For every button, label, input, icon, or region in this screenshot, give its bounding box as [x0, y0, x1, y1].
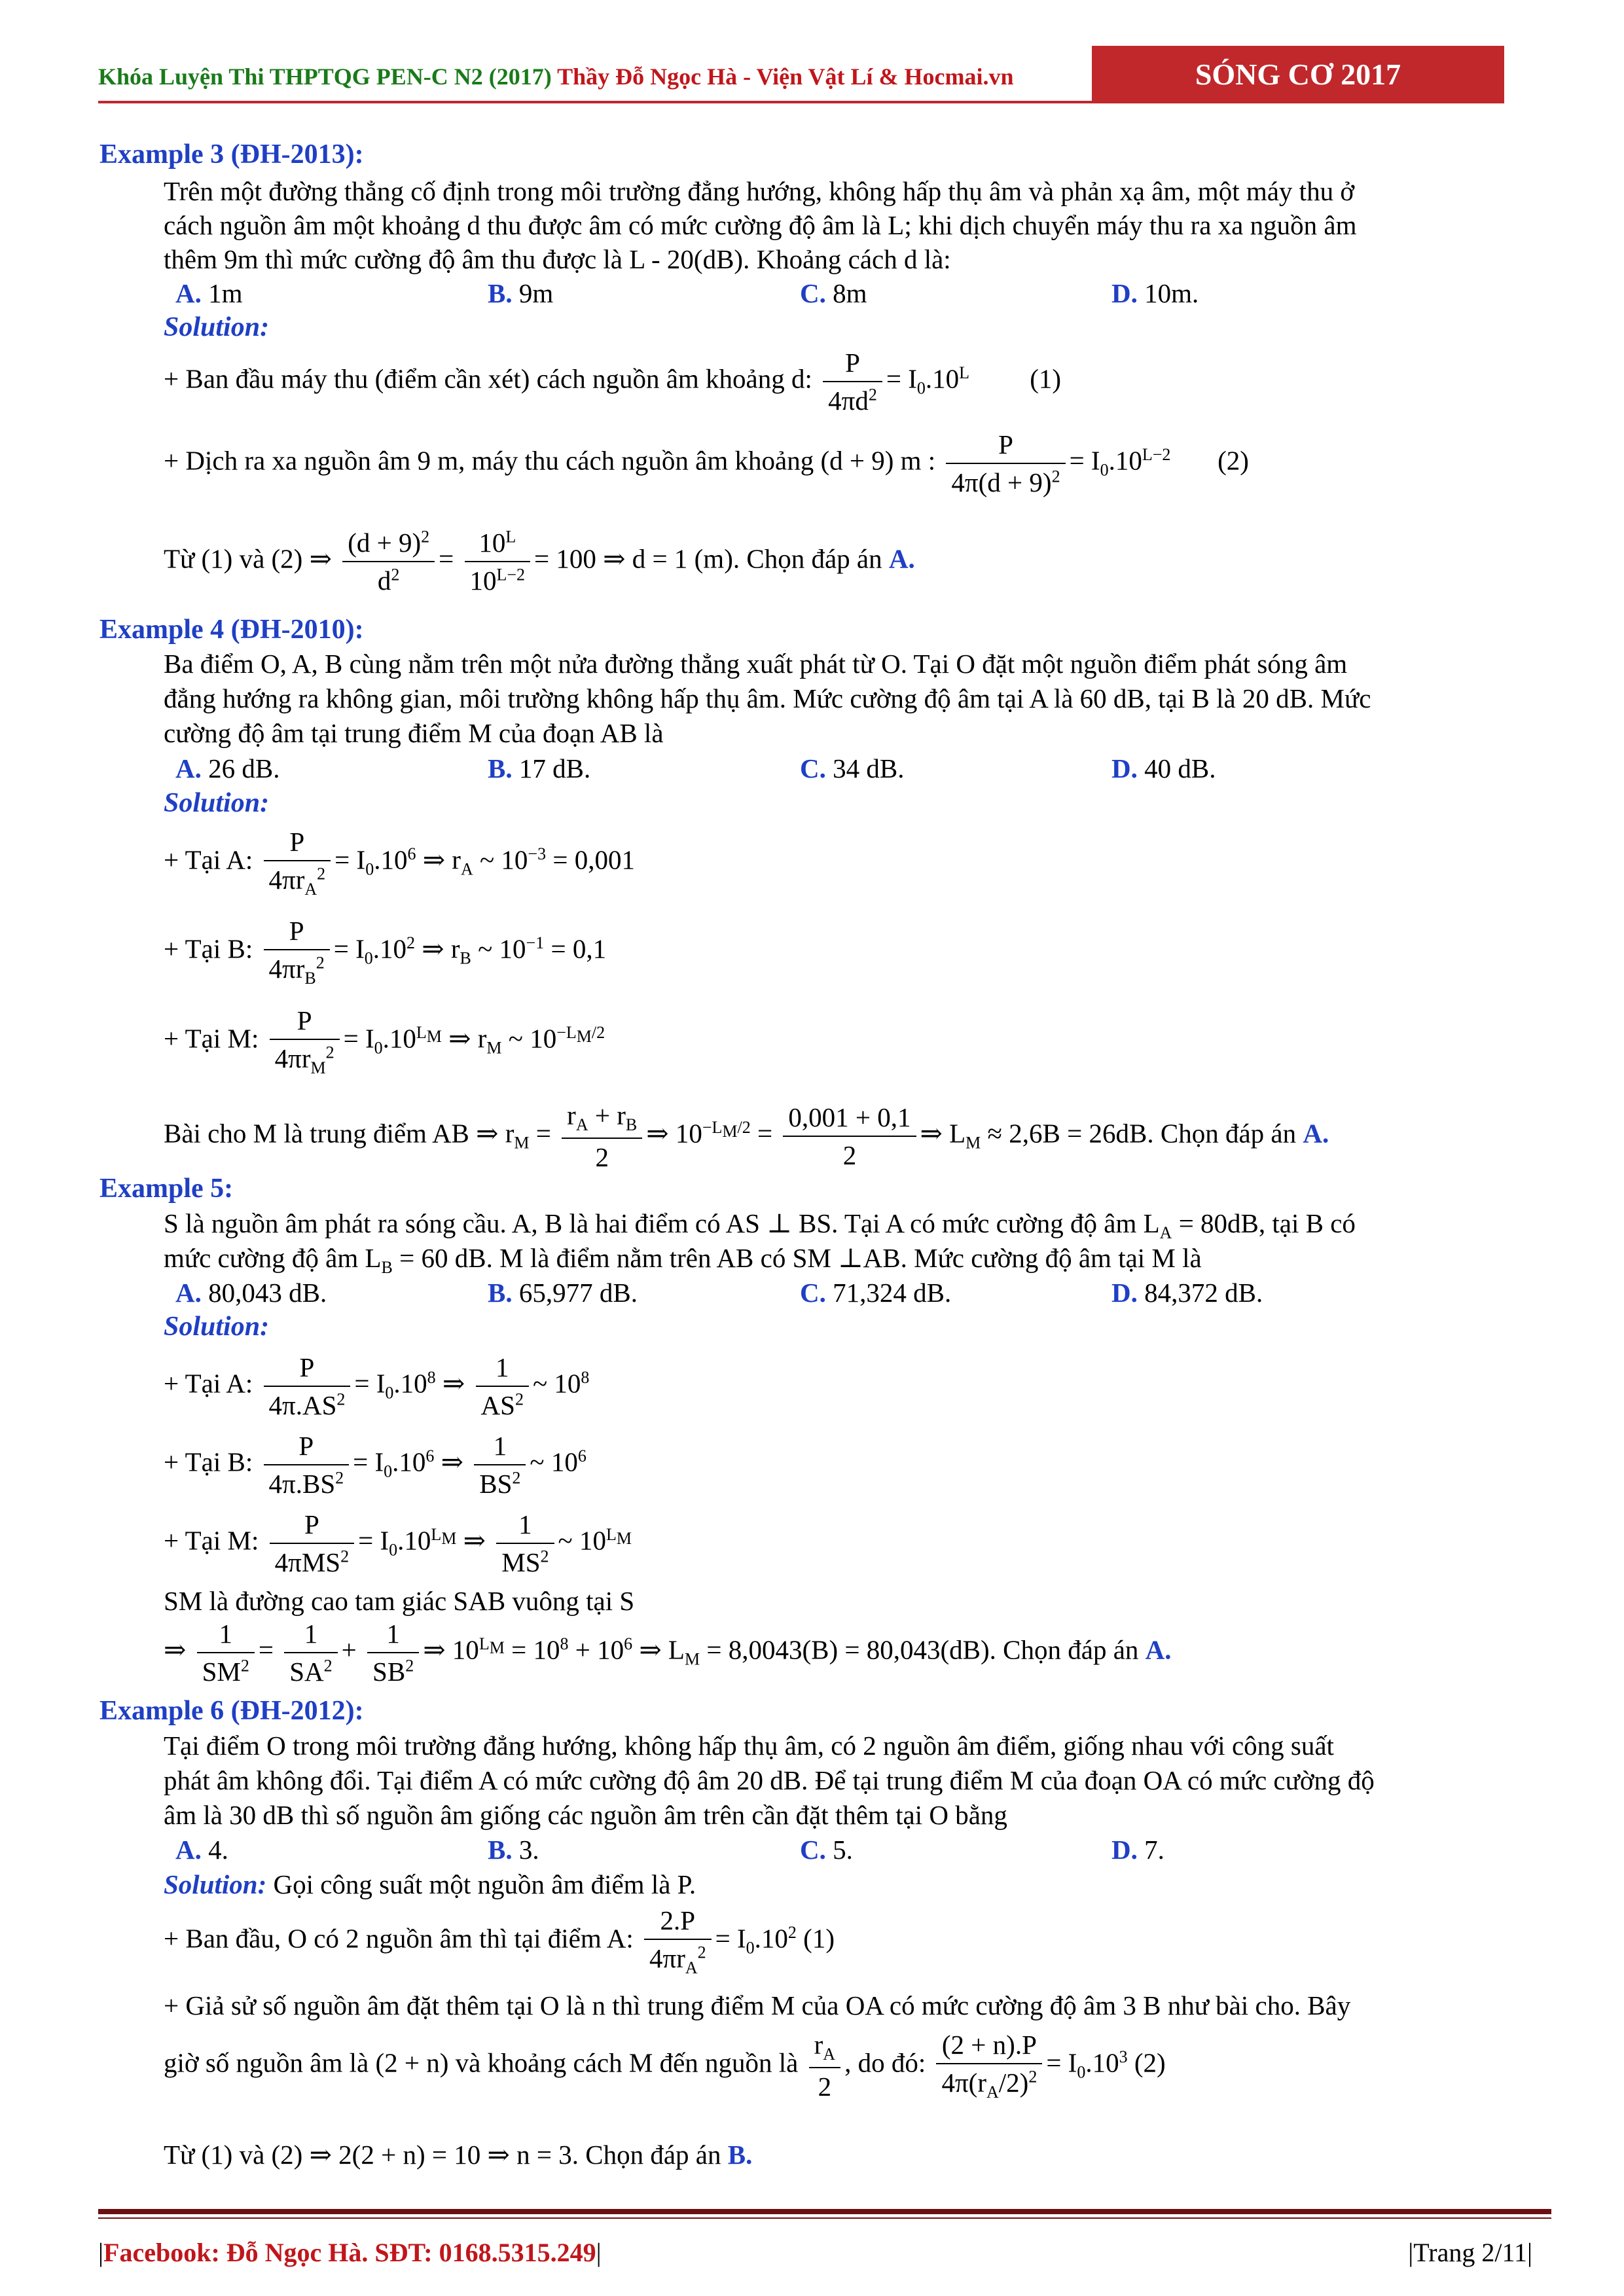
teacher-name: Thầy Đỗ Ngọc Hà: [557, 63, 738, 90]
institute-name: - Viện Vật Lí & Hocmai.vn: [743, 63, 1014, 90]
equation-m: + Tại M: $\frac{P}{4\pi r_M^2}$ = $I_0.10^{L_M}$ ⇒ $r_M$ ~ $10^{-L_M/2}$: [164, 1005, 605, 1078]
header-rule: [98, 101, 1504, 103]
course-name: Khóa Luyện Thi THPTQG PEN-C N2 (2017): [98, 63, 552, 90]
example-4-title: Example 4 (ĐH-2010):: [99, 615, 364, 645]
footer-rule-thin: [98, 2217, 1551, 2219]
example-4-question-line: Ba điểm O, A, B cùng nằm trên một nửa đường thẳng xuất phát từ O. Tại O đặt một nguồn điểm phát sóng âm: [164, 649, 1348, 679]
option-c: C. 71,324 dB.: [800, 1278, 952, 1308]
equation-1: + Ban đầu, O có 2 nguồn âm thì tại điểm A: $\frac{2.P}{4\pi r_A^2}$ = $I_0.10^2$ (1): [164, 1905, 835, 1978]
example-4-question-line: đẳng hướng ra không gian, môi trường không hấp thụ âm. Mức cường độ âm tại A là 60 dB, tại B là 20 dB. Mức: [164, 683, 1371, 713]
footer-page-number: |Trang 2/11|: [1408, 2238, 1532, 2267]
equation-result: Bài cho M là trung điểm AB ⇒ $r_M$ = $\frac{r_A + r_B}{2}$ ⇒ $10^{-L_M/2}$ = $\frac{0,001 + 0,1}{2}$ ⇒ $L_M \approx 2,6B = 26dB$. Chọn đáp án A.: [164, 1100, 1329, 1173]
equation-1: + Ban đầu máy thu (điểm cần xét) cách nguồn âm khoảng d: $\frac{P}{4\pi d^2}$ = $I_0.10^L$ (1): [164, 348, 1062, 416]
equation-b: + Tại B: $\frac{P}{4\pi.BS^2}$ = $I_0.10^6$ ⇒ $\frac{1}{BS^2}$ ~ $10^6$: [164, 1431, 586, 1499]
equation-result: Từ (1) và (2) ⇒ 2(2 + n) = 10 ⇒ n = 3. Chọn đáp án B.: [164, 2140, 753, 2170]
option-d: D. 40 dB.: [1111, 753, 1216, 783]
option-d: D. 84,372 dB.: [1111, 1278, 1263, 1308]
example-6-title: Example 6 (ĐH-2012):: [99, 1696, 364, 1726]
equation-3: Từ (1) và (2) ⇒ $\frac{(d + 9)^2}{d^2}$ = $\frac{10^L}{10^{L-2}}$ = 100 ⇒ d = 1 (m). Chọn đáp án A.: [164, 527, 915, 596]
example-6-question-line: âm là 30 dB thì số nguồn âm giống các nguồn âm trên cần đặt thêm tại O bằng: [164, 1800, 1007, 1830]
header-course-title: [98, 63, 1014, 90]
option-d: D. 7.: [1111, 1835, 1164, 1865]
equation-2: + Dịch ra xa nguồn âm 9 m, máy thu cách nguồn âm khoảng (d + 9) m : $\frac{P}{4\pi(d + 9)^2}$ = $I_0.10^{L-2}$ (2): [164, 429, 1249, 497]
equation-b: + Tại B: $\frac{P}{4\pi r_B^2}$ = $I_0.10^2$ ⇒ $r_B$ ~ $10^{-1} = 0,1$: [164, 916, 607, 988]
example-5-question-line: mức cường độ âm $L_B = 60$ dB. M là điểm nằm trên AB có SM ⊥AB. Mức cường độ âm tại M là: [164, 1243, 1202, 1278]
example-6-solution-intro: Solution: Gọi công suất một nguồn âm điểm là P.: [164, 1869, 696, 1899]
option-a: A. 80,043 dB.: [175, 1278, 327, 1308]
example-5-title: Example 5:: [99, 1174, 234, 1204]
example-5-note: SM là đường cao tam giác SAB vuông tại S: [164, 1586, 635, 1616]
option-b: B. 17 dB.: [488, 753, 591, 783]
option-c: C. 5.: [800, 1835, 853, 1865]
example-3-question-line: cách nguồn âm một khoảng d thu được âm có mức cường độ âm là L; khi dịch chuyển máy thu ra xa nguồn âm: [164, 210, 1357, 240]
option-a: A. 26 dB.: [175, 753, 280, 783]
example-4-question-line: cường độ âm tại trung điểm M của đoạn AB là: [164, 718, 664, 748]
example-6-question-line: phát âm không đổi. Tại điểm A có mức cường độ âm 20 dB. Để tại trung điểm M của đoạn OA có mức cường độ: [164, 1765, 1375, 1795]
option-a: A. 4.: [175, 1835, 228, 1865]
example-3-question-line: Trên một đường thẳng cố định trong môi trường đẳng hướng, không hấp thụ âm và phản xạ âm, một máy thu ở: [164, 176, 1354, 206]
header-topic-badge: SÓNG CƠ 2017: [1092, 46, 1504, 102]
solution-label: Solution:: [164, 788, 270, 818]
equation-a: + Tại A: $\frac{P}{4\pi.AS^2}$ = $I_0.10^8$ ⇒ $\frac{1}{AS^2}$ ~ $10^8$: [164, 1352, 590, 1420]
example-6-solution-line: + Giả sử số nguồn âm đặt thêm tại O là n thì trung điểm M của OA có mức cường độ âm 3 B như bài cho. Bây: [164, 1990, 1351, 2020]
footer-contact: |Facebook: Đỗ Ngọc Hà. SĐT: 0168.5315.249|: [98, 2238, 602, 2267]
solution-label: Solution:: [164, 1312, 270, 1342]
option-c: C. 34 dB.: [800, 753, 905, 783]
example-5-question-line: S là nguồn âm phát ra sóng cầu. A, B là hai điểm có AS ⊥ BS. Tại A có mức cường độ âm $L_A = 80dB$, tại B có: [164, 1208, 1356, 1243]
solution-label: Solution:: [164, 312, 270, 342]
equation-a: + Tại A: $\frac{P}{4\pi r_A^2}$ = $I_0.10^6$ ⇒ $r_A$ ~ $10^{-3} = 0,001$: [164, 827, 635, 899]
example-3-question-line: thêm 9m thì mức cường độ âm thu được là L - 20(dB). Khoảng cách d là:: [164, 244, 951, 274]
equation-result: ⇒ $\frac{1}{SM^2}$ = $\frac{1}{SA^2}$ + $\frac{1}{SB^2}$ ⇒ $10^{L_M} = 10^8 + 10^6$ ⇒ $L_M = 8,0043(B) = 80,043(dB)$. Chọn đáp án A.: [164, 1619, 1172, 1687]
option-c: C. 8m: [800, 278, 867, 308]
option-d: D. 10m.: [1111, 278, 1199, 308]
example-6-question-line: Tại điểm O trong môi trường đẳng hướng, không hấp thụ âm, có 2 nguồn âm điểm, giống nhau với công suất: [164, 1731, 1334, 1761]
option-b: B. 65,977 dB.: [488, 1278, 638, 1308]
equation-m: + Tại M: $\frac{P}{4\pi MS^2}$ = $I_0.10^{L_M}$ ⇒ $\frac{1}{MS^2}$ ~ $10^{L_M}$: [164, 1509, 632, 1577]
equation-2: giờ số nguồn âm là (2 + n) và khoảng cách M đến nguồn là $\frac{r_A}{2}$ , do đó: $\frac{(2 + n).P}{4\pi(r_A/2)^2}$ = $I_0.10^3$ (2): [164, 2030, 1166, 2102]
footer-rule: [98, 2209, 1551, 2214]
option-a: A. 1m: [175, 278, 243, 308]
example-3-title: Example 3 (ĐH-2013):: [99, 139, 364, 170]
option-b: B. 9m: [488, 278, 554, 308]
option-b: B. 3.: [488, 1835, 539, 1865]
